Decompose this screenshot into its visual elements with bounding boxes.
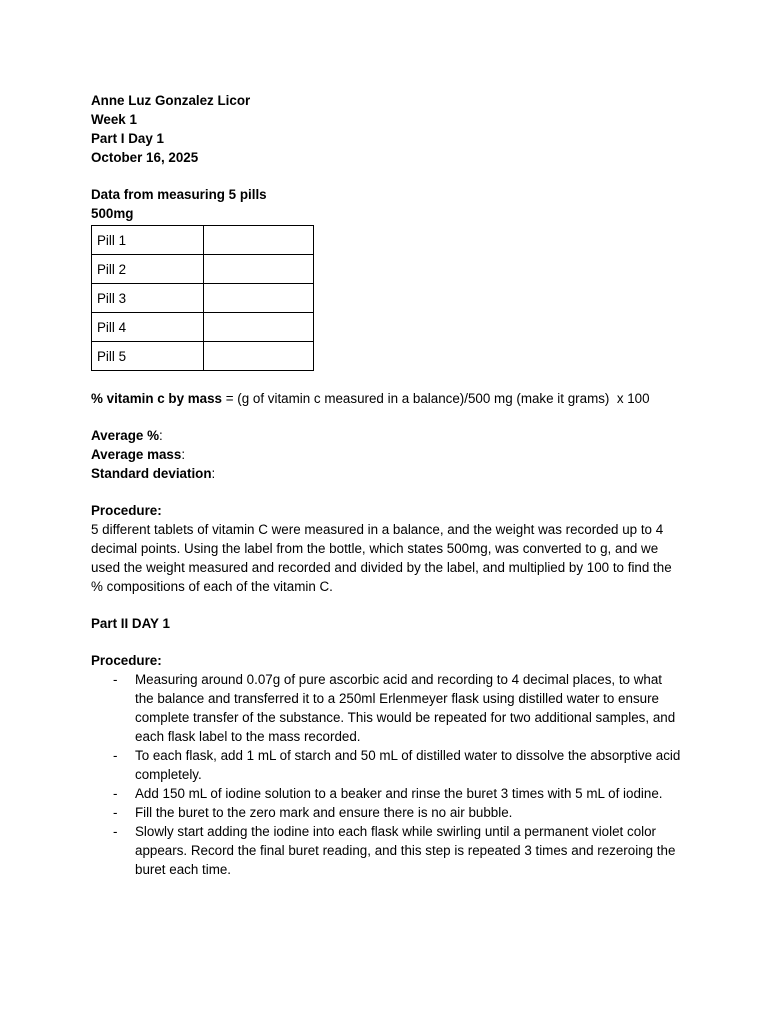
stats-block [91,426,681,483]
step-text: Slowly start adding the iodine into each flask while swirling until a permanent violet color appears. Record the final buret reading, and this step is repeated 3 times and rezeroing the buret each time. [135,824,676,877]
bullet-dash: - [113,805,118,820]
table-row [92,342,314,371]
pill-label-cell: Pill 2 [92,255,204,284]
week-label: Week 1 [91,112,137,127]
table-row [92,284,314,313]
pills-section-title: Data from measuring 5 pills [91,187,267,202]
pill-value-cell [204,284,314,313]
pill-value-cell [204,226,314,255]
step-text: Fill the buret to the zero mark and ensure there is no air bubble. [135,805,513,820]
table-row [92,226,314,255]
bullet-dash: - [113,824,118,839]
list-item [91,670,681,746]
pill-label-cell: Pill 1 [92,226,204,255]
date-label: October 16, 2025 [91,150,199,165]
part-day-label: Part I Day 1 [91,131,164,146]
step-text: Measuring around 0.07g of pure ascorbic acid and recording to 4 decimal places, to what the balance and transferred it to a 250ml Erlenmeyer flask using distilled water to ensure complete transfer of the substance. This would be repeated for two additional samples, and each flask label to the mass recorded. [135,672,676,744]
pill-value-cell [204,342,314,371]
part2-heading: Part II DAY 1 [91,616,170,631]
step-text: To each flask, add 1 mL of starch and 50 mL of distilled water to dissolve the absorptive acid completely. [135,748,681,782]
pill-label-cell: Pill 4 [92,313,204,342]
formula-text: = (g of vitamin c measured in a balance)/500 mg (make it grams) x 100 [222,391,650,406]
header-block [91,91,681,167]
std-dev-label: Standard deviation [91,466,212,481]
colon: : [211,466,216,481]
pill-value-cell [204,313,314,342]
part1-procedure-text: 5 different tablets of vitamin C were measured in a balance, and the weight was recorded up to 4 decimal points. Using the label from the bottle, which states 500mg, was converted to g, and we used the weight measured and recorded and divided by the label, and multiplied by 100 to find the % compositions of each of the vitamin C. [91,522,672,594]
bullet-dash: - [113,672,118,687]
table-row [92,255,314,284]
colon: : [181,447,186,462]
pills-dose-label: 500mg [91,206,134,221]
average-mass-label: Average mass [91,447,182,462]
part2-procedure-heading: Procedure: [91,653,162,668]
formula-line [91,389,681,408]
document-content [91,91,681,879]
list-item [91,784,681,803]
table-row [92,313,314,342]
pill-label-cell: Pill 3 [92,284,204,313]
part1-procedure-heading: Procedure: [91,503,162,518]
bullet-dash: - [113,748,118,763]
list-item [91,803,681,822]
average-pct-label: Average % [91,428,159,443]
author-name: Anne Luz Gonzalez Licor [91,93,251,108]
formula-label: % vitamin c by mass [91,391,222,406]
pills-table [91,225,314,371]
step-text: Add 150 mL of iodine solution to a beaker and rinse the buret 3 times with 5 mL of iodine. [135,786,663,801]
bullet-dash: - [113,786,118,801]
colon: : [158,428,163,443]
list-item [91,746,681,784]
list-item [91,822,681,879]
pill-label-cell: Pill 5 [92,342,204,371]
procedure-steps-list [91,670,681,879]
pill-value-cell [204,255,314,284]
